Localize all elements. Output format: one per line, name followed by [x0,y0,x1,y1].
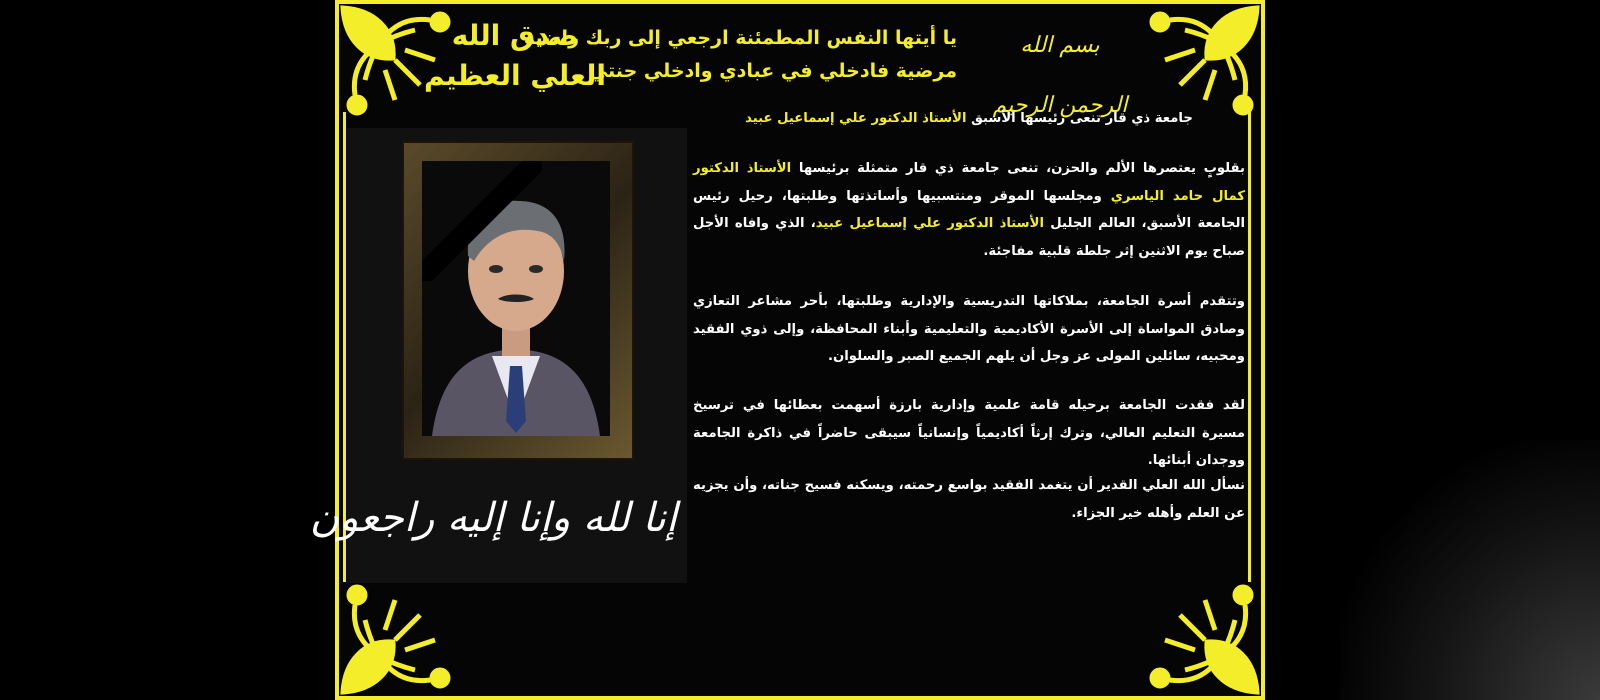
p1-current-president: الأستاذ الدكتور كمال حامد الياسري [693,161,1245,204]
paragraph-4: نسأل الله العلي القدير أن يتغمد الفقيد بواسع رحمته، ويسكنه فسيح جناته، وأن يجزيه عن العلم وأهله خير الجزاء. [693,478,1245,521]
p1-deceased-name: الأستاذ الدكتور علي إسماعيل عبيد [815,216,1044,231]
paragraph-3: لقد فقدت الجامعة برحيله قامة علمية وإدارية بارزة أسهمت بعطائها في ترسيخ مسيرة التعليم العالي، وترك إرثاً أكاديمياً وإنسانياً سيبقى حاضراً في ذاكرة الجامعة ووجدان أبنائها. [693,398,1245,468]
sadaq-allah [420,16,610,96]
corner-glow [1340,440,1600,700]
p1-part-c: ومجلسها الموقر ومنتسبيها وأساتذتها وطلبتها، رحيل رئيس الجامعة الأسبق، العالم الجليل [693,188,1245,231]
headline-prefix: جامعة ذي قار تنعى رئيسها الأسبق [966,111,1193,126]
portrait-frame [402,141,634,460]
ornament-corner-icon [1140,575,1265,700]
portrait-photo [422,161,610,436]
p1-part-e: ، الذي وافاه الأجل صباح يوم الاثنين إثر جلطة قلبية مفاجئة. [693,216,1245,259]
paragraph-2: وتتقدم أسرة الجامعة، بملاكاتها التدريسية والإدارية وطلبتها، بأحر مشاعر التعازي وصادق المواساة إلى الأسرة الأكاديمية والتعليمية وأبناء المحافظة، وإلى ذوي الفقيد ومحبيه، سائلين المولى عز وجل أن يلهم الجميع الصبر والسلوان. [693,294,1245,364]
quran-verse [523,22,957,88]
portrait-panel [309,128,687,583]
verse-line-1: يا أيتها النفس المطمئنة ارجعي إلى ربك راضية [523,27,957,49]
innalillah-calligraphy: إنا لله وإنا إليه راجعون [309,495,677,541]
sadaq-line-2: العلي العظيم [424,59,606,92]
headline-name: الأستاذ الدكتور علي إسماعيل عبيد [745,111,967,126]
paragraph-1 [693,155,1245,265]
verse-line-2: مرضية فادخلي في عبادي وادخلي جنتي [588,60,957,82]
ornament-corner-icon [335,575,460,700]
mourning-ribbon-icon [422,161,542,281]
basmala-calligraphy: بسم الله الرحمن الرحيم [992,33,1128,118]
poster-header [335,0,1265,118]
p1-part-a: بقلوبٍ يعتصرها الألم والحزن، تنعى جامعة ذي قار متمثلة برئيسها [791,161,1245,176]
sadaq-line-1: صدق الله [451,19,579,52]
headline [693,108,1245,130]
